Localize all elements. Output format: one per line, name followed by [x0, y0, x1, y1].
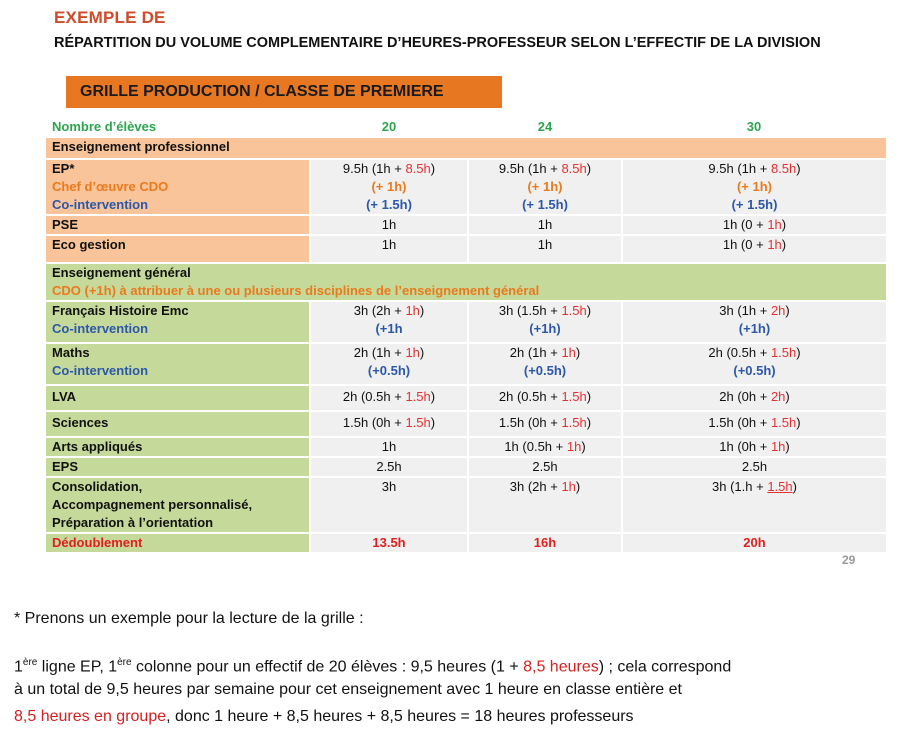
- value-text: ): [785, 303, 790, 318]
- table-row-consolidation: [46, 477, 886, 533]
- note-line-4: [14, 704, 634, 730]
- value-text: 1h (0 +: [722, 237, 768, 252]
- cell-ep-24: [468, 159, 622, 215]
- section-professional-label: Enseignement professionnel: [46, 137, 886, 159]
- value-red: 1h: [770, 439, 786, 454]
- row-label-consolidation: [46, 477, 310, 533]
- page-number: 29: [842, 553, 856, 567]
- value-text: 2h (1h +: [509, 345, 562, 360]
- value-text: 3h (1.5h +: [498, 303, 562, 318]
- heading-subtitle: RÉPARTITION DU VOLUME COMPLEMENTAIRE D’HEURES-PROFESSEUR SELON L’EFFECTIF DE LA DIVISION: [54, 35, 821, 51]
- cell-dedoub-30: 20h: [622, 533, 886, 553]
- row-label-sciences: Sciences: [46, 411, 310, 437]
- row-label-dedoublement: Dédoublement: [46, 533, 310, 553]
- cell-eco-20: 1h: [310, 235, 468, 263]
- value-text: ): [575, 345, 581, 360]
- row-label-pse: PSE: [46, 215, 310, 235]
- value-text: 2h (0.5h +: [498, 389, 562, 404]
- co-value: (+1h): [738, 321, 771, 336]
- cell-conso-20: 3h: [310, 477, 468, 533]
- cell-lva-30: [622, 385, 886, 411]
- note-text: 1: [14, 658, 23, 676]
- heading-title: EXEMPLE DE: [54, 8, 166, 27]
- note-text: ) ; cela correspond: [598, 658, 732, 676]
- row-label-eps: EPS: [46, 457, 310, 477]
- cell-pse-20: 1h: [310, 215, 468, 235]
- cell-arts-24: [468, 437, 622, 457]
- note-sup: ère: [22, 657, 38, 668]
- value-red: 8.5h: [770, 161, 797, 176]
- cell-dedoub-20: 13.5h: [310, 533, 468, 553]
- table-row-maths: [46, 343, 886, 385]
- value-text: 1.5h (0h +: [342, 415, 406, 430]
- value-text: 3h (1.h +: [712, 479, 768, 494]
- cdo-value: (+ 1h): [527, 179, 563, 194]
- value-red: 1.5h: [767, 479, 793, 494]
- co-intervention-label: Co-intervention: [52, 321, 149, 336]
- co-intervention-label: Co-intervention: [52, 363, 149, 378]
- value-red: 1.5h: [561, 303, 587, 318]
- co-value: (+0.5h): [733, 363, 776, 378]
- section-row-general: [46, 263, 886, 301]
- value-text: 9.5h (1h +: [708, 161, 771, 176]
- row-label-arts: Arts appliqués: [46, 437, 310, 457]
- cell-arts-20: 1h: [310, 437, 468, 457]
- cell-fr-20: [310, 301, 468, 343]
- cell-pse-24: 1h: [468, 215, 622, 235]
- value-red: 1.5h: [561, 415, 587, 430]
- note-text: ligne EP, 1: [37, 658, 118, 676]
- consolidation-label-3: Préparation à l’orientation: [52, 515, 214, 530]
- consolidation-label-2: Accompagnement personnalisé,: [52, 497, 253, 512]
- value-text: ): [430, 389, 436, 404]
- value-text: ): [575, 479, 581, 494]
- row-label-ep: [46, 159, 310, 215]
- co-value: (+1h: [375, 321, 403, 336]
- cell-eps-24: 2.5h: [468, 457, 622, 477]
- note-text: , donc 1 heure + 8,5 heures + 8,5 heures = 18 heures professeurs: [166, 708, 634, 725]
- cell-maths-24: [468, 343, 622, 385]
- ep-label: EP*: [52, 161, 75, 176]
- value-red: 2h: [770, 389, 786, 404]
- value-text: ): [586, 389, 592, 404]
- note-red-text: 8,5 heures en groupe: [14, 708, 167, 725]
- value-red: 1h: [405, 303, 420, 318]
- value-red: 1.5h: [561, 389, 587, 404]
- cell-fr-30: [622, 301, 886, 343]
- cell-maths-30: [622, 343, 886, 385]
- value-text: ): [586, 303, 592, 318]
- row-label-francais: [46, 301, 310, 343]
- value-text: 3h (2h +: [353, 303, 406, 318]
- co-value: (+1h): [529, 321, 561, 336]
- value-red: 1h: [767, 237, 782, 252]
- row-label-eco: Eco gestion: [46, 235, 310, 263]
- value-text: 3h (1h +: [719, 303, 771, 318]
- note-line-2: [14, 650, 731, 680]
- section-general-note: CDO (+1h) à attribuer à une ou plusieurs disciplines de l’enseignement général: [52, 283, 540, 298]
- value-red: 1h: [566, 439, 582, 454]
- co-value: (+0.5h): [367, 363, 411, 378]
- table-header-row: [46, 118, 886, 137]
- cell-conso-30: [622, 477, 886, 533]
- co-value: (+ 1.5h): [522, 197, 568, 212]
- value-text: 9.5h (1h +: [342, 161, 406, 176]
- row-label-maths: [46, 343, 310, 385]
- value-text: 1h (0h +: [719, 439, 771, 454]
- value-text: ): [796, 415, 801, 430]
- header-col-30: 30: [622, 118, 886, 137]
- francais-label: Français Histoire Emc: [52, 303, 189, 318]
- value-text: ): [796, 161, 801, 176]
- value-text: ): [430, 161, 436, 176]
- table-row-sciences: [46, 411, 886, 437]
- value-red: 1h: [561, 345, 576, 360]
- value-red: 1h: [767, 217, 782, 232]
- note-text: colonne pour un effectif de 20 élèves : 9,5 heures (1 +: [131, 658, 524, 676]
- cell-eps-30: 2.5h: [622, 457, 886, 477]
- value-text: 1.5h (0h +: [498, 415, 562, 430]
- value-text: 2h (0.5h +: [708, 345, 771, 360]
- value-red: 8.5h: [561, 161, 587, 176]
- value-red: 1.5h: [405, 389, 431, 404]
- value-text: ): [781, 237, 787, 252]
- value-text: ): [586, 415, 592, 430]
- co-value: (+ 1.5h): [731, 197, 778, 212]
- cell-eco-30: [622, 235, 886, 263]
- value-text: ): [581, 439, 586, 454]
- table-row-dedoublement: [46, 533, 886, 553]
- value-text: 2h (0.5h +: [342, 389, 406, 404]
- value-red: 1.5h: [770, 345, 797, 360]
- header-label: Nombre d’élèves: [46, 118, 310, 137]
- value-red: 1.5h: [405, 415, 431, 430]
- note-sup: ère: [117, 657, 132, 668]
- value-text: 2h (1h +: [353, 345, 406, 360]
- cell-pse-30: [622, 215, 886, 235]
- cell-maths-20: [310, 343, 468, 385]
- section-general-label: Enseignement général: [52, 265, 191, 280]
- note-line-1: * Prenons un exemple pour la lecture de la grille :: [14, 610, 364, 627]
- cell-ep-30: [622, 159, 886, 215]
- value-text: ): [785, 389, 790, 404]
- cell-lva-24: [468, 385, 622, 411]
- value-text: 3h (2h +: [509, 479, 562, 494]
- maths-label: Maths: [52, 345, 90, 360]
- co-intervention-label: Co-intervention: [52, 197, 149, 212]
- table-row-ep: [46, 159, 886, 215]
- value-text: ): [419, 345, 425, 360]
- cell-eps-20: 2.5h: [310, 457, 468, 477]
- cell-sci-30: [622, 411, 886, 437]
- value-red: 2h: [770, 303, 786, 318]
- value-text: ): [792, 479, 797, 494]
- value-red: 1h: [405, 345, 420, 360]
- cdo-value: (+ 1h): [371, 179, 407, 194]
- value-text: ): [419, 303, 425, 318]
- table-row-arts: [46, 437, 886, 457]
- value-text: 2h (0h +: [719, 389, 771, 404]
- value-text: ): [796, 345, 801, 360]
- cell-ep-20: [310, 159, 468, 215]
- table-row-francais: [46, 301, 886, 343]
- cell-sci-20: [310, 411, 468, 437]
- hours-grid-table: [46, 118, 886, 554]
- cell-eco-24: 1h: [468, 235, 622, 263]
- header-col-20: 20: [310, 118, 468, 137]
- value-red: 8.5h: [405, 161, 431, 176]
- value-text: 1h (0.5h +: [504, 439, 567, 454]
- cell-conso-24: [468, 477, 622, 533]
- table-row-lva: [46, 385, 886, 411]
- value-red: 1h: [561, 479, 576, 494]
- cell-lva-20: [310, 385, 468, 411]
- co-value: (+0.5h): [523, 363, 567, 378]
- cdo-value: (+ 1h): [736, 179, 773, 194]
- cdo-label: Chef d’œuvre CDO: [52, 179, 169, 194]
- header-col-24: 24: [468, 118, 622, 137]
- value-text: ): [785, 439, 790, 454]
- note-red-text: 8,5 heures: [523, 658, 599, 676]
- row-label-lva: LVA: [46, 385, 310, 411]
- value-text: ): [586, 161, 592, 176]
- value-text: 9.5h (1h +: [498, 161, 562, 176]
- co-value: (+ 1.5h): [366, 197, 412, 212]
- value-text: ): [430, 415, 436, 430]
- cell-sci-24: [468, 411, 622, 437]
- grid-band-title: GRILLE PRODUCTION / CLASSE DE PREMIERE: [66, 76, 502, 108]
- value-text: ): [781, 217, 787, 232]
- section-row-professional: [46, 137, 886, 159]
- value-text: 1.5h (0h +: [708, 415, 771, 430]
- note-line-3: à un total de 9,5 heures par semaine pour cet enseignement avec 1 heure en classe entière et: [14, 681, 682, 698]
- value-red: 1.5h: [770, 415, 797, 430]
- cell-dedoub-24: 16h: [468, 533, 622, 553]
- table-row-pse: [46, 215, 886, 235]
- cell-arts-30: [622, 437, 886, 457]
- value-text: 1h (0 +: [722, 217, 768, 232]
- cell-fr-24: [468, 301, 622, 343]
- consolidation-label-1: Consolidation,: [52, 479, 143, 494]
- table-row-eco: [46, 235, 886, 263]
- section-general: [46, 263, 886, 301]
- table-row-eps: [46, 457, 886, 477]
